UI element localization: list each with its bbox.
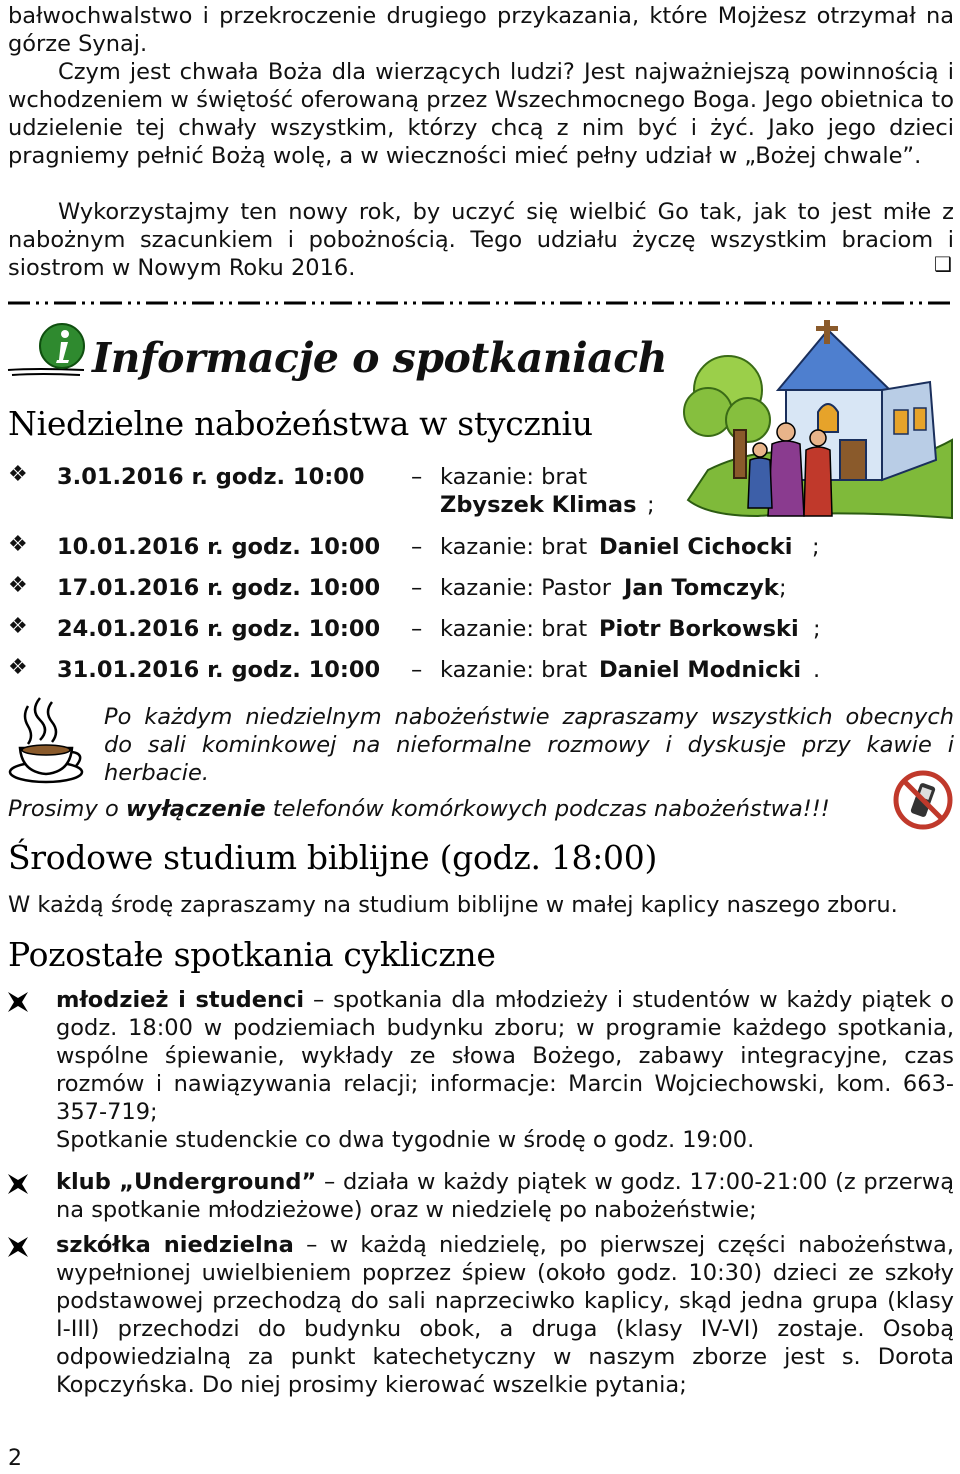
meeting-item-youth (56, 986, 954, 1126)
intro-paragraph-2: Czym jest chwała Boża dla wierzących ludzi? Jest najważniejszą powinnością i wchodzeniem w świętość oferowaną przez Wszechmocnego Boga. Jego obietnica to udzielenie tej chwały wszystkim, którzy chcą z nim być i żyć. Jako jego dzieci pragniemy pełnić Bożą wolę, a w wieczności mieć pełny udział w „Bożej chwale”. (8, 59, 954, 169)
service-date: 10.01.2016 r. godz. 10:00 (57, 534, 381, 560)
diamond-bullet-icon: ❖ (8, 614, 28, 639)
service-date: 24.01.2016 r. godz. 10:00 (57, 616, 381, 642)
phone-off-request (8, 795, 830, 823)
no-phone-icon (893, 770, 953, 830)
info-icon (6, 320, 86, 378)
diamond-bullet-icon: ❖ (8, 462, 28, 487)
service-preacher-name: Daniel Modnicki (599, 657, 802, 683)
intro-paragraph-1: bałwochwalstwo i przekroczenie drugiego przykazania, które Mojżesz otrzymał na górze Synaj. (8, 3, 954, 57)
service-dash: – (411, 534, 423, 560)
info-section-title: Informacje o spotkaniach (92, 334, 668, 382)
wednesday-study-heading: Środowe studium biblijne (godz. 18:00) (8, 838, 658, 877)
meeting-item-sunday-school (56, 1231, 954, 1399)
service-item-end: ; (813, 616, 821, 642)
service-preacher-prefix: kazanie: brat (440, 464, 588, 490)
section-divider (8, 290, 954, 294)
diamond-bullet-icon: ❖ (8, 573, 28, 598)
meeting-description: – działa w każdy piątek w godz. 17:00-21:00 (z przerwą na spotkanie młodzieżowe) oraz w niedzielę po nabożeństwie; (56, 1169, 954, 1223)
meeting-description: – w każdą niedzielę, po pierwszej części nabożeństwa, wypełnionej uwielbieniem poprzez śpiew (około godz. 10:30) dzieci ze szkoły podstawowej przechodzą do sali naprzeciwko kaplicy, skąd jedna grupa (klasy I-III) przechodzi do budynku obok, a druga (klasy IV-VI) zostaje. Osobą odpowiedzialną za punkt katechetyczny w naszym zborze jest s. Dorota Kopczyńska. Do niej prosimy kierować wszelkie pytania; (56, 1232, 954, 1398)
phone-request-after: telefonów komórkowych podczas nabożeństwa!!! (272, 796, 830, 822)
meeting-title: szkółka niedzielna (56, 1232, 294, 1258)
service-preacher-prefix: kazanie: Pastor (440, 575, 612, 601)
service-preacher-prefix: kazanie: brat (440, 616, 588, 642)
service-item (8, 574, 958, 604)
intro-paragraph-3: Wykorzystajmy ten nowy rok, by uczyć się wielbić Go tak, jak to jest miłe z nabożnym szacunkiem i pobożnością. Tego udziału życzę wszystkim braciom i siostrom w Nowym Roku 2016. (8, 199, 954, 281)
service-item-end: ; (812, 534, 820, 560)
service-dash: – (411, 657, 423, 683)
service-preacher-prefix: kazanie: brat (440, 657, 588, 683)
service-dash: – (411, 616, 423, 642)
service-preacher-name: Zbyszek Klimas (440, 492, 637, 518)
page-number: 2 (8, 1446, 22, 1471)
x-bullet-icon (5, 989, 31, 1015)
x-bullet-icon (5, 1234, 31, 1260)
service-date: 17.01.2016 r. godz. 10:00 (57, 575, 381, 601)
service-preacher-name: Daniel Cichocki (599, 534, 793, 560)
service-preacher-prefix: kazanie: brat (440, 534, 588, 560)
end-of-article-mark: ❑ (934, 252, 952, 276)
service-item (8, 656, 958, 686)
meeting-item-club (56, 1168, 954, 1224)
phone-request-bold: wyłączenie (125, 796, 266, 822)
service-dash: – (411, 575, 423, 601)
diamond-bullet-icon: ❖ (8, 655, 28, 680)
service-preacher-name: Jan Tomczyk (624, 575, 779, 601)
x-bullet-icon (5, 1171, 31, 1197)
service-item (8, 615, 958, 645)
phone-request-before: Prosimy o (8, 796, 119, 822)
coffee-invitation-text: Po każdym niedzielnym nabożeństwie zapraszamy wszystkich obecnych do sali kominkowej na nieformalne rozmowy i dyskusje przy kawie i herbacie. (104, 704, 954, 786)
meeting-extra-note: Spotkanie studenckie co dwa tygodnie w środę o godz. 19:00. (56, 1127, 755, 1153)
wednesday-study-text: W każdą środę zapraszamy na studium biblijne w małej kaplicy naszego zboru. (8, 892, 898, 918)
other-meetings-heading: Pozostałe spotkania cykliczne (8, 935, 496, 974)
service-item-end: ; (779, 575, 787, 601)
service-dash: – (411, 464, 423, 490)
service-item-end: . (813, 657, 821, 683)
service-item-end: ; (647, 492, 655, 518)
service-date: 31.01.2016 r. godz. 10:00 (57, 657, 381, 683)
coffee-cup-icon (6, 694, 90, 786)
service-item (8, 463, 958, 523)
sunday-services-heading: Niedzielne nabożeństwa w styczniu (8, 404, 593, 443)
meeting-description: – spotkania dla młodzieży i studentów w każdy piątek o godz. 18:00 w podziemiach budynku zboru; w programie każdego spotkania, wspólne śpiewanie, wykłady ze słowa Bożego, zabawy integracyjne, czas rozmów i nawiązywania relacji; informacje: Marcin Wojciechowski, kom. 663-357-719; (56, 987, 954, 1125)
diamond-bullet-icon: ❖ (8, 532, 28, 557)
meeting-title: młodzież i studenci (56, 987, 305, 1013)
meeting-title: klub „Underground” (56, 1169, 317, 1195)
service-item (8, 533, 958, 563)
service-preacher-name: Piotr Borkowski (599, 616, 799, 642)
service-date: 3.01.2016 r. godz. 10:00 (57, 464, 365, 490)
